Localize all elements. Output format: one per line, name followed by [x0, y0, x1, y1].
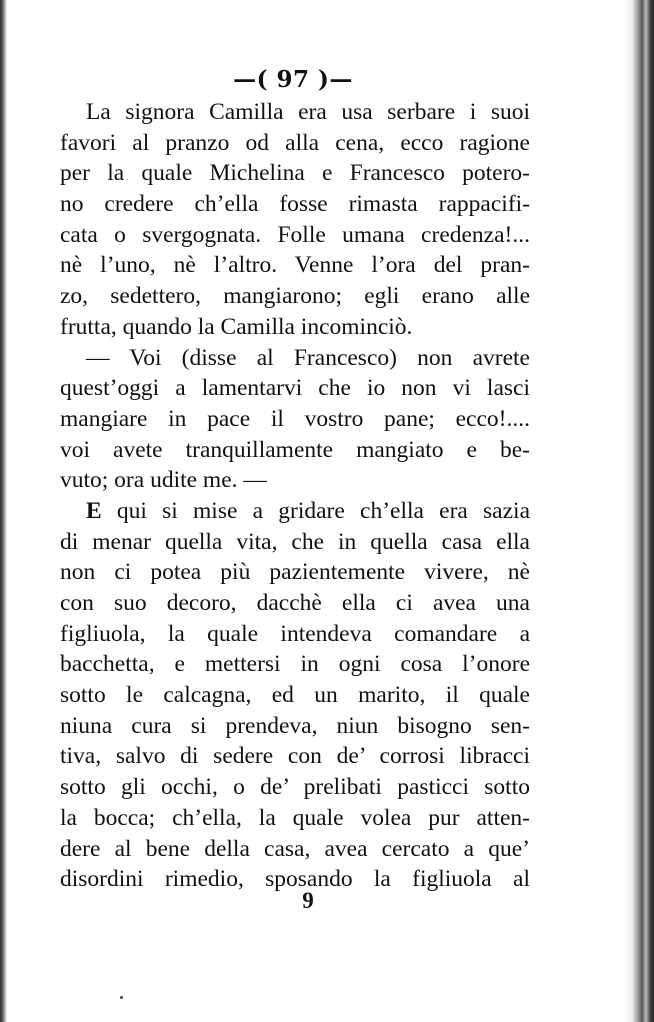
text-line: sotto le calcagna, ed un marito, il quale — [60, 682, 530, 709]
text-line: bacchetta, e mettersi in ogni cosa l’onore — [60, 651, 530, 678]
signature-mark: 9 — [302, 888, 314, 913]
text-line: La signora Camilla era usa serbare i suoi — [86, 99, 530, 125]
text-line: non ci potea più pazientemente vivere, nè — [60, 559, 530, 586]
text-line: tiva, salvo di sedere con de’ corrosi libracci — [60, 743, 530, 770]
text-line: disordini rimedio, sposando la figliuola al — [60, 866, 530, 893]
text-line: no credere ch’ella fosse rimasta rappacifi- — [60, 191, 530, 218]
text-line: vuto; ora udite me. — — [60, 467, 267, 494]
paragraph-initial: E — [86, 497, 102, 524]
page-number-header: —( 97 )— — [233, 66, 353, 93]
text-line: la bocca; ch’ella, la quale volea pur atten- — [60, 804, 530, 831]
text-line: niuna cura si prendeva, niun bisogno sen- — [60, 712, 530, 739]
text-line: figliuola, la quale intendeva comandare a — [60, 620, 530, 647]
text-line: nè l’uno, nè l’altro. Venne l’ora del pran- — [60, 252, 530, 279]
text-line: frutta, quando la Camilla incominciò. — [60, 313, 413, 340]
text-line: sotto gli occhi, o de’ prelibati pasticci sotto — [60, 774, 530, 801]
text-line-with-initial — [60, 496, 530, 527]
paper-speck — [120, 996, 123, 999]
text-line: cata o svergognata. Folle umana credenza!... — [60, 221, 530, 248]
text-line: con suo decoro, dacchè ella ci avea una — [60, 590, 530, 616]
text-line: per la quale Michelina e Francesco potero- — [60, 160, 530, 187]
page-left-edge — [0, 0, 7, 1022]
text-line: di menar quella vita, che in quella casa ella — [60, 528, 530, 555]
text-line: favori al pranzo od alla cena, ecco ragione — [60, 129, 530, 156]
text-line: quest’oggi a lamentarvi che io non vi lasci — [60, 375, 530, 402]
text-line: dere al bene della casa, avea cercato a que’ — [60, 835, 530, 862]
text-line: — Voi (disse al Francesco) non avrete — [86, 344, 530, 371]
page-right-edge — [624, 0, 654, 1022]
text-line: zo, sedettero, mangiarono; egli erano alle — [60, 283, 530, 310]
body-text — [60, 97, 530, 895]
text-line-rest: qui si mise a gridare ch’ella era sazia — [116, 497, 531, 524]
text-line: mangiare in pace il vostro pane; ecco!.... — [60, 405, 530, 432]
text-line: voi avete tranquillamente mangiato e be- — [60, 436, 530, 463]
